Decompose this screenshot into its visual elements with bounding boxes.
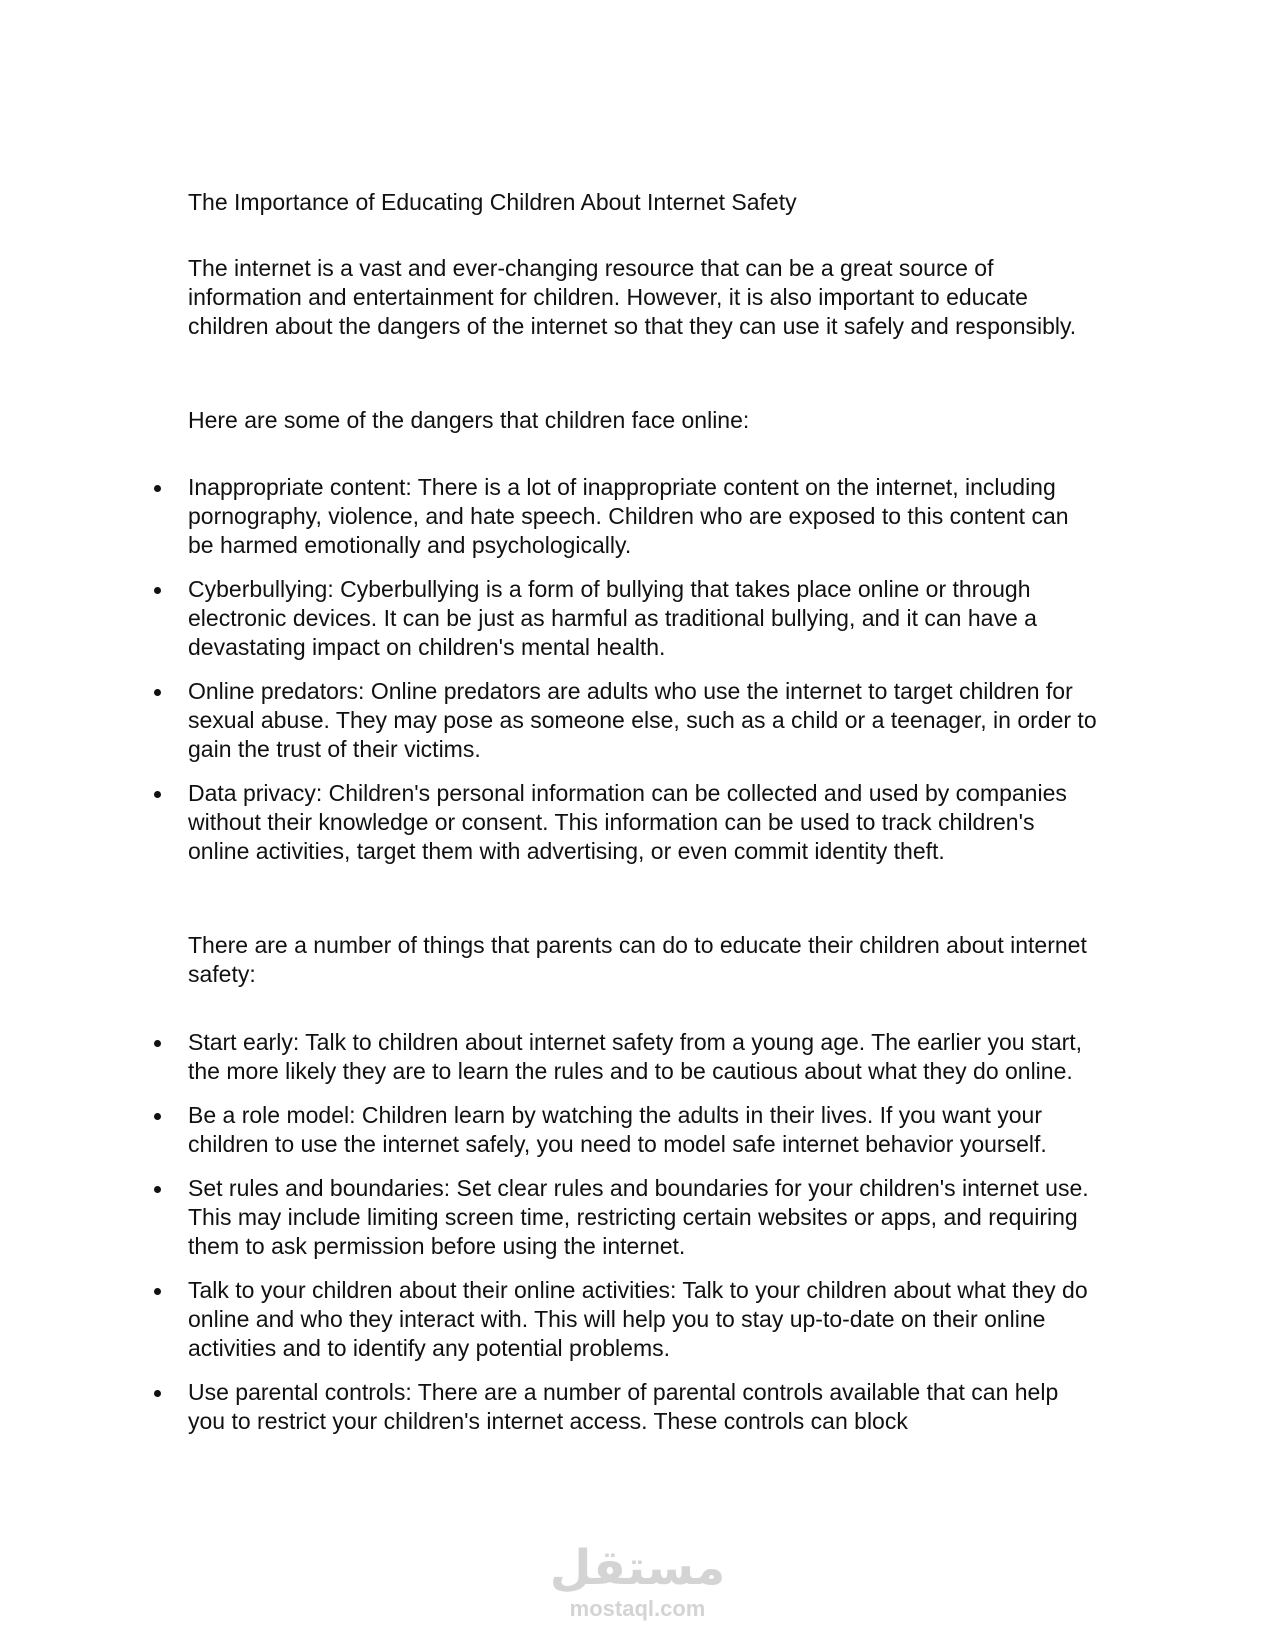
watermark xyxy=(0,1540,1275,1622)
list-item xyxy=(188,1174,1098,1261)
bullet-icon xyxy=(154,587,161,594)
list-item xyxy=(188,1276,1098,1363)
list-item-text: Set rules and boundaries: Set clear rules and boundaries for your children's internet use. This may include limiting screen time, restricting certain websites or apps, and requiring them to ask permission before using the internet. xyxy=(188,1175,1089,1259)
list-item-text: Use parental controls: There are a number of parental controls available that can help you to restrict your children's internet access. These controls can block xyxy=(188,1379,1059,1434)
bullet-icon xyxy=(154,791,161,798)
dangers-list xyxy=(188,473,1098,881)
list-item xyxy=(188,473,1098,560)
list-item xyxy=(188,1101,1098,1159)
list-item xyxy=(188,779,1098,866)
dangers-heading: Here are some of the dangers that children face online: xyxy=(188,407,750,433)
bullet-icon xyxy=(154,1288,161,1295)
bullet-icon xyxy=(154,485,161,492)
list-item xyxy=(188,1028,1098,1086)
tips-heading: There are a number of things that parents can do to educate their children about internet safety: xyxy=(188,932,1087,987)
bullet-icon xyxy=(154,1040,161,1047)
list-item-text: Cyberbullying: Cyberbullying is a form of bullying that takes place online or through electronic devices. It can be just as harmful as traditional bullying, and it can have a devastating impact on children's mental health. xyxy=(188,576,1037,660)
list-item xyxy=(188,677,1098,764)
intro-paragraph: The internet is a vast and ever-changing resource that can be a great source of information and entertainment for children. However, it is also important to educate children about the dangers of the internet so that they can use it safely and responsibly. xyxy=(188,255,1077,339)
list-item-text: Talk to your children about their online activities: Talk to your children about what they do online and who they interact with. This will help you to stay up-to-date on their online activities and to identify any potential problems. xyxy=(188,1277,1088,1361)
list-item-text: Data privacy: Children's personal information can be collected and used by companies without their knowledge or consent. This information can be used to track children's online activities, target them with advertising, or even commit identity theft. xyxy=(188,780,1067,864)
watermark-url: mostaql.com xyxy=(569,1596,706,1621)
list-item xyxy=(188,1378,1098,1436)
tips-list xyxy=(188,1028,1098,1451)
bullet-icon xyxy=(154,1113,161,1120)
bullet-icon xyxy=(154,1186,161,1193)
bullet-icon xyxy=(154,689,161,696)
list-item-text: Online predators: Online predators are adults who use the internet to target children for sexual abuse. They may pose as someone else, such as a child or a teenager, in order to gain the trust of their victims. xyxy=(188,678,1097,762)
list-item xyxy=(188,575,1098,662)
bullet-icon xyxy=(154,1390,161,1397)
list-item-text: Be a role model: Children learn by watching the adults in their lives. If you want your children to use the internet safely, you need to model safe internet behavior yourself. xyxy=(188,1102,1047,1157)
document-title: The Importance of Educating Children About Internet Safety xyxy=(188,189,797,215)
watermark-logo: مستقل xyxy=(549,1540,726,1596)
list-item-text: Inappropriate content: There is a lot of inappropriate content on the internet, including pornography, violence, and hate speech. Children who are exposed to this content can be harmed emotionally and psychologically. xyxy=(188,474,1069,558)
list-item-text: Start early: Talk to children about internet safety from a young age. The earlier you start, the more likely they are to learn the rules and to be cautious about what they do online. xyxy=(188,1029,1083,1084)
